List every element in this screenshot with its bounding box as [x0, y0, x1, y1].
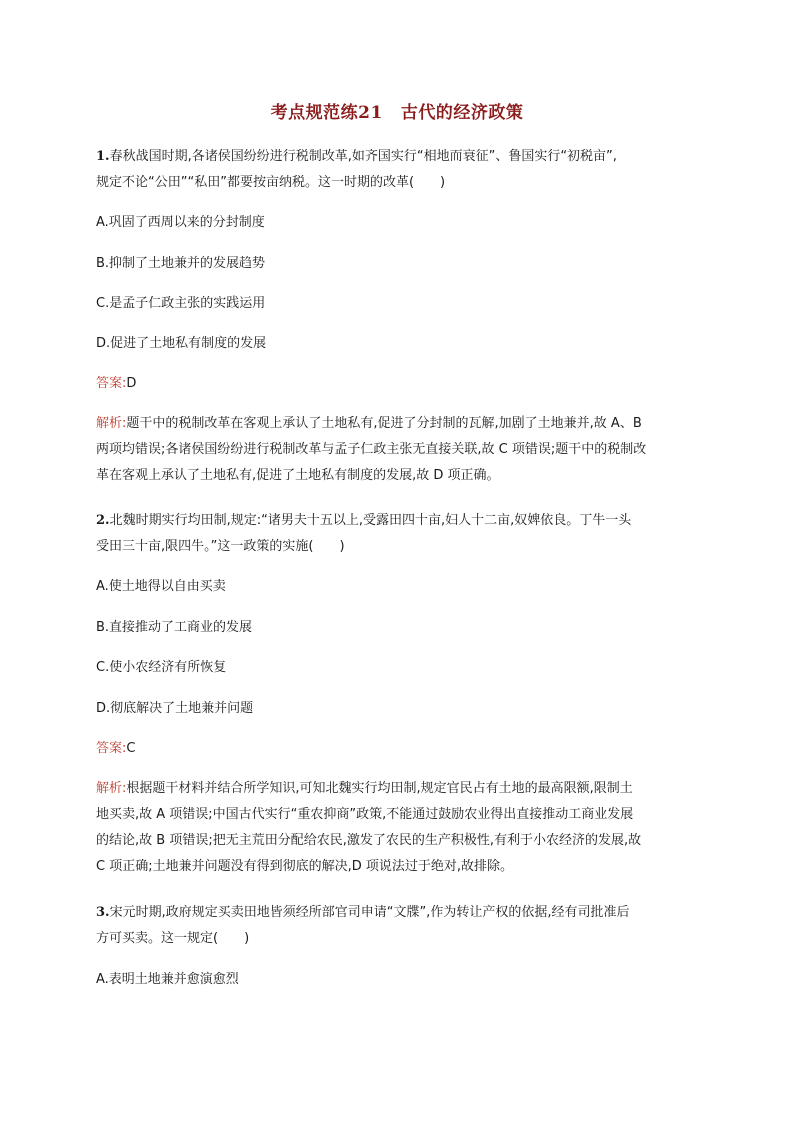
question-3-stem — [96, 900, 701, 952]
stem-line: 春秋战国时期,各诸侯国纷纷进行税制改革,如齐国实行“相地而衰征”、鲁国实行“初税亩”, — [109, 149, 617, 164]
answer-value: C — [126, 741, 136, 756]
question-1-analysis: 解析:题干中的税制改革在客观上承认了土地私有,促进了分封制的瓦解,加剧了土地兼并,故 A、B 两项均错误;各诸侯国纷纷进行税制改革与孟子仁政主张无直接关联,故 C 项错误;题干中的税制改 革在客观上承认了土地私有,促进了土地私有制度的发展,故 D 项正确。 — [96, 416, 647, 483]
question-number: 2. — [96, 513, 110, 528]
question-3-option-a: A.表明土地兼并愈演愈烈 — [96, 972, 239, 987]
question-2-analysis: 解析:根据题干材料并结合所学知识,可知北魏实行均田制,规定官民占有土地的最高限额,限制土 地买卖,故 A 项错误;中国古代实行“重农抑商”政策,不能通过鼓励农业得出直接推动工商业发展 的结论,故 B 项错误;把无主荒田分配给农民,激发了农民的生产积极性,有利于小农经济的发展,故 C 项正确;土地兼并问题没有得到彻底的解决,D 项说法过于绝对,故排除。 — [96, 781, 642, 874]
stem-line: 方可买卖。这一规定( ) — [96, 931, 250, 946]
question-2-answer — [96, 736, 701, 762]
question-2-option-c: C.使小农经济有所恢复 — [96, 660, 227, 675]
page-title — [0, 98, 794, 123]
question-1-option-a: A.巩固了西周以来的分封制度 — [96, 215, 265, 230]
question-number: 3. — [96, 905, 110, 920]
answer-value: D — [126, 376, 137, 391]
stem-line: 宋元时期,政府规定买卖田地皆须经所部官司申请“文牒”,作为转让产权的依据,经有司批准后 — [109, 905, 630, 920]
question-2-option-a: A.使土地得以自由买卖 — [96, 579, 226, 594]
question-1-stem — [96, 144, 701, 196]
question-2-stem — [96, 508, 701, 560]
question-1-answer — [96, 371, 701, 397]
question-number: 1. — [96, 149, 110, 164]
stem-line: 规定不论“公田”“私田”都要按亩纳税。这一时期的改革( ) — [96, 175, 446, 190]
question-1-option-c: C.是孟子仁政主张的实践运用 — [96, 296, 266, 311]
question-2-option-b: B.直接推动了工商业的发展 — [96, 620, 253, 635]
question-1-option-b: B.抑制了土地兼并的发展趋势 — [96, 256, 266, 271]
stem-line: 受田三十亩,限四牛。”这一政策的实施( ) — [96, 539, 345, 554]
analysis-label: 解析: — [96, 416, 127, 431]
title-subtitle: 古代的经济政策 — [400, 103, 524, 123]
answer-label: 答案: — [96, 376, 127, 391]
question-1-option-d: D.促进了土地私有制度的发展 — [96, 336, 267, 351]
title-main: 考点规范练21 — [270, 103, 383, 123]
answer-label: 答案: — [96, 741, 127, 756]
stem-line: 北魏时期实行均田制,规定:“诸男夫十五以上,受露田四十亩,妇人十二亩,奴婢依良。丁牛一头 — [109, 513, 632, 528]
question-2-option-d: D.彻底解决了土地兼并问题 — [96, 701, 254, 716]
analysis-label: 解析: — [96, 781, 127, 796]
